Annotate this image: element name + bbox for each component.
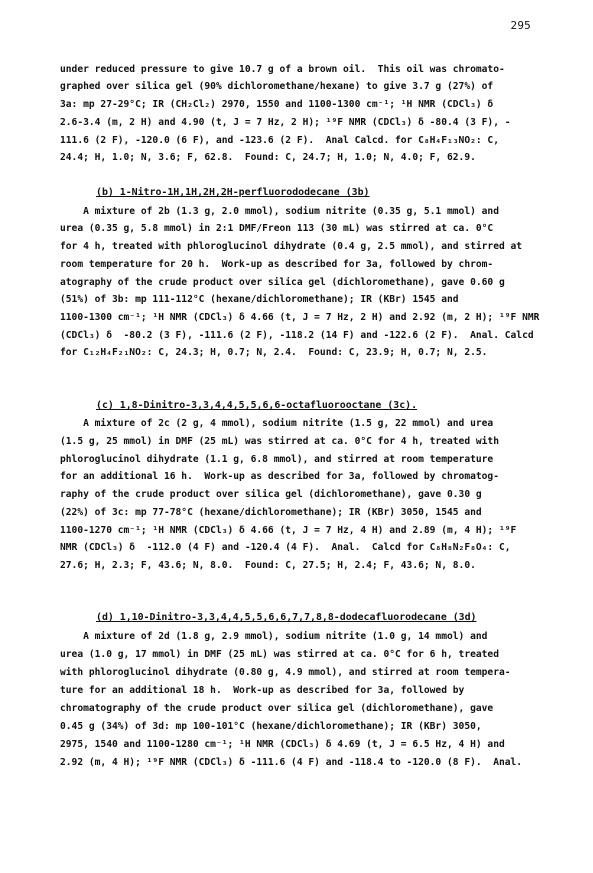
text-line: 24.4; H, 1.0; N, 3.6; F, 62.8. Found: C, 24.7; H, 1.0; N, 4.0; F, 62.9. bbox=[60, 152, 476, 163]
section-heading-3b: (b) 1-Nitro-1H,1H,2H,2H-perfluorododecane (3b) bbox=[96, 187, 370, 198]
text-line: A mixture of 2c (2 g, 4 mmol), sodium nitrite (1.5 g, 22 mmol) and urea bbox=[60, 418, 494, 429]
text-line: 1100-1300 cm⁻¹; ¹H NMR (CDCl₃) δ 4.66 (t, J = 7 Hz, 2 H) and 2.92 (m, 2 H); ¹⁹F NMR bbox=[60, 312, 540, 323]
text-line: 111.6 (2 F), -120.0 (6 F), and -123.6 (2 F). Anal Calcd. for C₈H₄F₁₃NO₂: C, bbox=[60, 135, 499, 146]
text-line: urea (0.35 g, 5.8 mmol) in 2:1 DMF/Freon 113 (30 mL) was stirred at ca. 0°C bbox=[60, 223, 494, 234]
text-line: with phloroglucinol dihydrate (0.80 g, 4.9 mmol), and stirred at room tempera- bbox=[60, 667, 511, 678]
text-line: room temperature for 20 h. Work-up as described for 3a, followed by chrom- bbox=[60, 259, 494, 270]
section-heading-3d: (d) 1,10-Dinitro-3,3,4,4,5,5,6,6,7,7,8,8-dodecafluorodecane (3d) bbox=[96, 612, 477, 623]
text-line: urea (1.0 g, 17 mmol) in DMF (25 mL) was stirred at ca. 0°C for 6 h, treated bbox=[60, 649, 499, 660]
text-line: A mixture of 2d (1.8 g, 2.9 mmol), sodium nitrite (1.0 g, 14 mmol) and bbox=[60, 631, 488, 642]
text-line: ture for an additional 18 h. Work-up as described for 3a, followed by bbox=[60, 685, 465, 696]
page-number: 295 bbox=[510, 19, 531, 32]
text-line: raphy of the crude product over silica gel (dichloromethane), gave 0.30 g bbox=[60, 489, 482, 500]
text-line: 3a: mp 27-29°C; IR (CH₂Cl₂) 2970, 1550 and 1100-1300 cm⁻¹; ¹H NMR (CDCl₃) δ bbox=[60, 99, 494, 110]
text-line: for C₁₂H₄F₂₁NO₂: C, 24.3; H, 0.7; N, 2.4. Found: C, 23.9; H, 0.7; N, 2.5. bbox=[60, 347, 488, 358]
section-heading-3c: (c) 1,8-Dinitro-3,3,4,4,5,5,6,6-octafluorooctane (3c). bbox=[96, 400, 418, 411]
text-line: 2.92 (m, 4 H); ¹⁹F NMR (CDCl₃) δ -111.6 (4 F) and -118.4 to -120.0 (8 F). Anal. bbox=[60, 757, 523, 768]
text-line: (51%) of 3b: mp 111-112°C (hexane/dichloromethane); IR (KBr) 1545 and bbox=[60, 294, 459, 305]
text-line: (CDCl₃) δ -80.2 (3 F), -111.6 (2 F), -118.2 (14 F) and -122.6 (2 F). Anal. Calcd bbox=[60, 330, 534, 341]
text-line: (1.5 g, 25 mmol) in DMF (25 mL) was stirred at ca. 0°C for 4 h, treated with bbox=[60, 436, 499, 447]
text-line: for an additional 16 h. Work-up as described for 3a, followed by chromatog- bbox=[60, 471, 499, 482]
text-line: phloroglucinol dihydrate (1.1 g, 6.8 mmol), and stirred at room temperature bbox=[60, 454, 494, 465]
text-line: (22%) of 3c: mp 77-78°C (hexane/dichloromethane); IR (KBr) 3050, 1545 and bbox=[60, 507, 482, 518]
text-line: graphed over silica gel (90% dichloromethane/hexane) to give 3.7 g (27%) of bbox=[60, 81, 494, 92]
text-line: under reduced pressure to give 10.7 g of a brown oil. This oil was chromato- bbox=[60, 64, 505, 75]
text-line: for 4 h, treated with phloroglucinol dihydrate (0.4 g, 2.5 mmol), and stirred at bbox=[60, 241, 523, 252]
text-line: 27.6; H, 2.3; F, 43.6; N, 8.0. Found: C, 27.5; H, 2.4; F, 43.6; N, 8.0. bbox=[60, 560, 476, 571]
text-line: 2975, 1540 and 1100-1280 cm⁻¹; ¹H NMR (CDCl₃) δ 4.69 (t, J = 6.5 Hz, 4 H) and bbox=[60, 739, 505, 750]
text-line: 1100-1270 cm⁻¹; ¹H NMR (CDCl₃) δ 4.66 (t, J = 7 Hz, 4 H) and 2.89 (m, 4 H); ¹⁹F bbox=[60, 525, 517, 536]
text-line: atography of the crude product over silica gel (dichloromethane), gave 0.60 g bbox=[60, 277, 505, 288]
text-line: A mixture of 2b (1.3 g, 2.0 mmol), sodium nitrite (0.35 g, 5.1 mmol) and bbox=[60, 206, 499, 217]
text-line: chromatography of the crude product over silica gel (dichloromethane), gave bbox=[60, 703, 494, 714]
text-line: 0.45 g (34%) of 3d: mp 100-101°C (hexane/dichloromethane); IR (KBr) 3050, bbox=[60, 721, 482, 732]
text-line: NMR (CDCl₃) δ -112.0 (4 F) and -120.4 (4 F). Anal. Calcd for C₈H₈N₂F₈O₄: C, bbox=[60, 542, 511, 553]
text-line: 2.6-3.4 (m, 2 H) and 4.90 (t, J = 7 Hz, 2 H); ¹⁹F NMR (CDCl₃) δ -80.4 (3 F), - bbox=[60, 117, 511, 128]
